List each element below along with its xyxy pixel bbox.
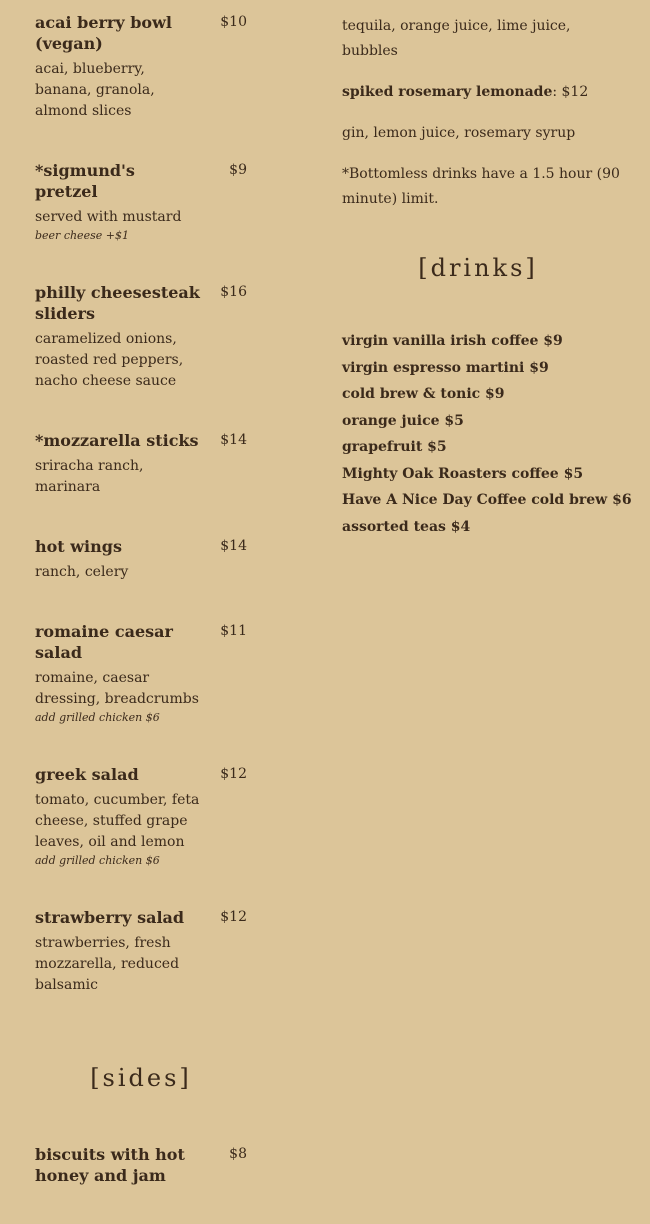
menu-item-cheesesteak-sliders bbox=[35, 282, 247, 392]
item-description: caramelized onions, roasted red peppers, nacho cheese sauce bbox=[35, 331, 184, 389]
item-name: *mozzarella sticks bbox=[35, 431, 199, 450]
item-price: $10 bbox=[220, 14, 247, 30]
lemonade-description: gin, lemon juice, rosemary syrup bbox=[342, 125, 576, 141]
item-price: $8 bbox=[229, 1146, 247, 1162]
item-description: sriracha ranch, marinara bbox=[35, 458, 144, 495]
item-addon-note: add grilled chicken $6 bbox=[35, 711, 160, 724]
item-name: greek salad bbox=[35, 765, 139, 784]
item-name: romaine caesar salad bbox=[35, 622, 173, 662]
drink-item: virgin vanilla irish coffee $9 bbox=[342, 333, 563, 349]
item-price: : $12 bbox=[552, 84, 589, 100]
item-addon-note: beer cheese +$1 bbox=[35, 229, 129, 242]
item-price: $11 bbox=[220, 623, 247, 639]
item-price: $16 bbox=[220, 284, 247, 300]
item-description: tomato, cucumber, feta cheese, stuffed grape leaves, oil and lemon bbox=[35, 792, 200, 850]
item-price: $14 bbox=[220, 432, 247, 448]
drink-item: orange juice $5 bbox=[342, 412, 464, 429]
item-price: $12 bbox=[220, 766, 247, 782]
item-description: romaine, caesar dressing, breadcrumbs bbox=[35, 670, 199, 707]
menu-item-strawberry-salad bbox=[35, 907, 247, 996]
menu-item-hot-wings bbox=[35, 536, 247, 583]
item-name: biscuits with hot honey and jam bbox=[35, 1145, 185, 1185]
item-description: acai, blueberry, banana, granola, almond slices bbox=[35, 61, 155, 119]
drinks-heading: [drinks] bbox=[418, 254, 538, 282]
sides-heading: [sides] bbox=[90, 1064, 192, 1092]
drink-item: Have A Nice Day Coffee cold brew $6 bbox=[342, 492, 632, 508]
item-name: philly cheesesteak sliders bbox=[35, 283, 200, 323]
menu-item-acai-bowl bbox=[35, 12, 247, 122]
menu-item-pretzel bbox=[35, 160, 247, 244]
right-column bbox=[342, 14, 632, 540]
item-price: $14 bbox=[220, 538, 247, 554]
drink-item: cold brew & tonic $9 bbox=[342, 386, 505, 402]
menu-item-rosemary-lemonade bbox=[342, 80, 622, 105]
item-price: $9 bbox=[229, 162, 247, 178]
left-column bbox=[35, 12, 247, 1224]
drink-item: Mighty Oak Roasters coffee $5 bbox=[342, 465, 584, 482]
menu-item-greek-salad bbox=[35, 764, 247, 869]
item-description: ranch, celery bbox=[35, 564, 129, 580]
item-name: strawberry salad bbox=[35, 908, 185, 927]
drinks-list bbox=[342, 328, 632, 540]
menu-item-caesar-salad bbox=[35, 621, 247, 726]
drink-item: grapefruit $5 bbox=[342, 439, 447, 455]
menu-item-mozzarella-sticks bbox=[35, 430, 247, 498]
cocktail-description: tequila, orange juice, lime juice, bubbles bbox=[342, 18, 571, 59]
item-name: hot wings bbox=[35, 537, 122, 556]
item-description: served with mustard bbox=[35, 209, 182, 225]
menu-item-biscuits bbox=[35, 1144, 247, 1186]
drink-item: assorted teas $4 bbox=[342, 518, 471, 535]
item-description: strawberries, fresh mozzarella, reduced balsamic bbox=[35, 935, 180, 993]
item-price: $12 bbox=[220, 909, 247, 925]
item-name: spiked rosemary lemonade bbox=[342, 84, 553, 100]
drink-item: virgin espresso martini $9 bbox=[342, 359, 549, 376]
bottomless-note: *Bottomless drinks have a 1.5 hour (90 minute) limit. bbox=[342, 166, 620, 207]
item-addon-note: add grilled chicken $6 bbox=[35, 854, 160, 867]
item-name: *sigmund's pretzel bbox=[35, 161, 135, 201]
item-name: acai berry bowl (vegan) bbox=[35, 13, 172, 53]
